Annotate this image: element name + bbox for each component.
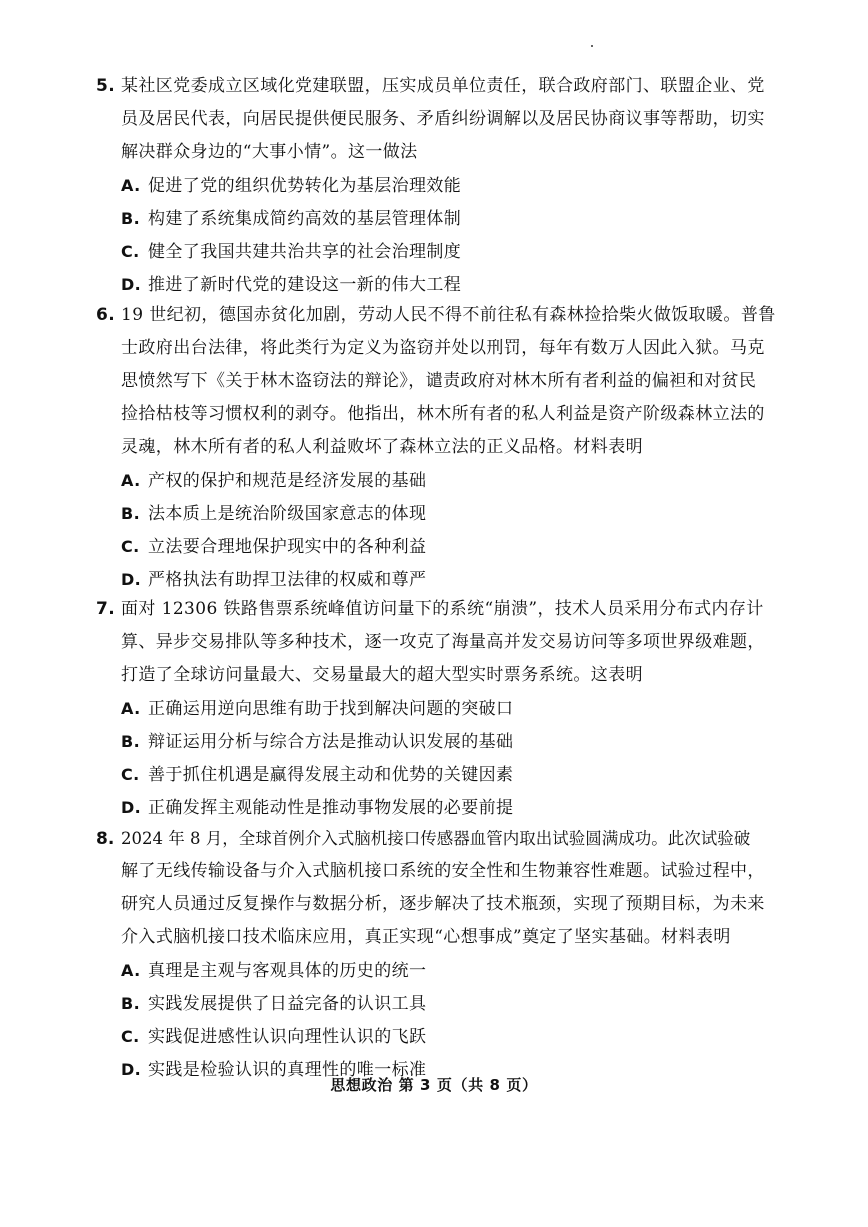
option-b — [96, 987, 776, 1020]
stem-text: 某社区党委成立区域化党建联盟，压实成员单位责任，联合政府部门、联盟企业、党 — [121, 76, 765, 96]
question-stem-line: 员及居民代表，向居民提供便民服务、矛盾纠纷调解以及居民协商议事等帮助，切实 — [121, 109, 765, 129]
option-text: 促进了党的组织优势转化为基层治理效能 — [148, 176, 462, 196]
option-letter: B. — [121, 732, 141, 751]
option-a — [96, 169, 776, 202]
option-a — [96, 692, 776, 725]
option-letter: A. — [121, 471, 141, 490]
option-text: 正确发挥主观能动性是推动事物发展的必要前提 — [148, 798, 514, 818]
scan-speck — [591, 45, 593, 47]
question-5 — [96, 70, 776, 301]
option-b — [96, 497, 776, 530]
option-letter: B. — [121, 994, 141, 1013]
option-text: 立法要合理地保护现实中的各种利益 — [148, 537, 427, 557]
question-stem-line: 解决群众身边的“大事小情”。这一做法 — [121, 142, 418, 162]
question-number: 5. — [96, 76, 116, 96]
option-c — [96, 1020, 776, 1053]
option-c — [96, 530, 776, 563]
question-number: 7. — [96, 599, 116, 619]
question-stem-line: 士政府出台法律，将此类行为定义为盗窃并处以刑罚，每年有数万人因此入狱。马克 — [121, 338, 765, 358]
option-letter: C. — [121, 242, 140, 261]
page-footer: 思想政治 第 3 页（共 8 页） — [330, 1076, 538, 1094]
option-text: 法本质上是统治阶级国家意志的体现 — [148, 504, 427, 524]
option-letter: D. — [121, 1060, 142, 1079]
question-stem-line: 打造了全球访问量最大、交易量最大的超大型实时票务系统。这表明 — [121, 665, 643, 685]
option-text: 真理是主观与客观具体的历史的统一 — [148, 961, 427, 981]
option-letter: D. — [121, 570, 142, 589]
option-d — [96, 791, 776, 824]
option-text: 正确运用逆向思维有助于找到解决问题的突破口 — [148, 699, 514, 719]
option-a — [96, 954, 776, 987]
option-text: 产权的保护和规范是经济发展的基础 — [148, 471, 427, 491]
question-stem-line: 介入式脑机接口技术临床应用，真正实现“心想事成”奠定了坚实基础。材料表明 — [121, 927, 731, 947]
question-8 — [96, 822, 776, 1086]
stem-text: 面对 12306 铁路售票系统峰值访问量下的系统“崩溃”，技术人员采用分布式内存计 — [121, 599, 764, 619]
option-c — [96, 758, 776, 791]
option-letter: B. — [121, 209, 141, 228]
option-letter: A. — [121, 699, 141, 718]
question-stem-line: 思愤然写下《关于林木盗窃法的辩论》，谴责政府对林木所有者利益的偏袒和对贫民 — [121, 371, 757, 391]
option-letter: A. — [121, 961, 141, 980]
option-letter: B. — [121, 504, 141, 523]
option-text: 构建了系统集成简约高效的基层管理体制 — [148, 209, 462, 229]
option-text: 实践是检验认识的真理性的唯一标准 — [148, 1060, 427, 1080]
option-text: 善于抓住机遇是赢得发展主动和优势的关键因素 — [148, 765, 514, 785]
option-d — [96, 268, 776, 301]
option-text: 实践发展提供了日益完备的认识工具 — [148, 994, 427, 1014]
option-letter: C. — [121, 1027, 140, 1046]
stem-text: 19 世纪初，德国赤贫化加剧，劳动人民不得不前往私有森林捡拾柴火做饭取暖。普鲁 — [121, 305, 776, 325]
option-text: 健全了我国共建共治共享的社会治理制度 — [148, 242, 462, 262]
question-number: 6. — [96, 305, 116, 325]
question-stem-line: 捡拾枯枝等习惯权利的剥夺。他指出，林木所有者的私人利益是资产阶级森林立法的 — [121, 404, 765, 424]
option-d — [96, 563, 776, 596]
question-6 — [96, 299, 776, 596]
stem-text: 2024 年 8 月，全球首例介入式脑机接口传感器血管内取出试验圆满成功。此次试验破 — [121, 829, 751, 848]
option-text: 辩证运用分析与综合方法是推动认识发展的基础 — [148, 732, 514, 752]
question-stem-line — [96, 299, 776, 332]
question-number: 8. — [96, 829, 115, 849]
option-letter: D. — [121, 275, 142, 294]
option-text: 推进了新时代党的建设这一新的伟大工程 — [148, 275, 462, 295]
question-stem-line: 研究人员通过反复操作与数据分析，逐步解决了技术瓶颈，实现了预期目标，为未来 — [121, 894, 765, 914]
question-stem-line — [96, 593, 776, 626]
option-b — [96, 202, 776, 235]
question-stem-line — [96, 70, 776, 103]
option-letter: D. — [121, 798, 142, 817]
option-text: 严格执法有助捍卫法律的权威和尊严 — [148, 570, 427, 590]
option-text: 实践促进感性认识向理性认识的飞跃 — [148, 1027, 427, 1047]
question-stem-line: 灵魂，林木所有者的私人利益败坏了森林立法的正义品格。材料表明 — [121, 437, 643, 457]
question-stem-line: 算、异步交易排队等多种技术，逐一攻克了海量高并发交易访问等多项世界级难题， — [121, 632, 765, 652]
option-c — [96, 235, 776, 268]
question-stem-line — [96, 822, 776, 855]
option-letter: C. — [121, 765, 140, 784]
question-7 — [96, 593, 776, 824]
option-letter: A. — [121, 176, 141, 195]
option-b — [96, 725, 776, 758]
option-a — [96, 464, 776, 497]
question-stem-line: 解了无线传输设备与介入式脑机接口系统的安全性和生物兼容性难题。试验过程中， — [121, 861, 765, 881]
option-letter: C. — [121, 537, 140, 556]
